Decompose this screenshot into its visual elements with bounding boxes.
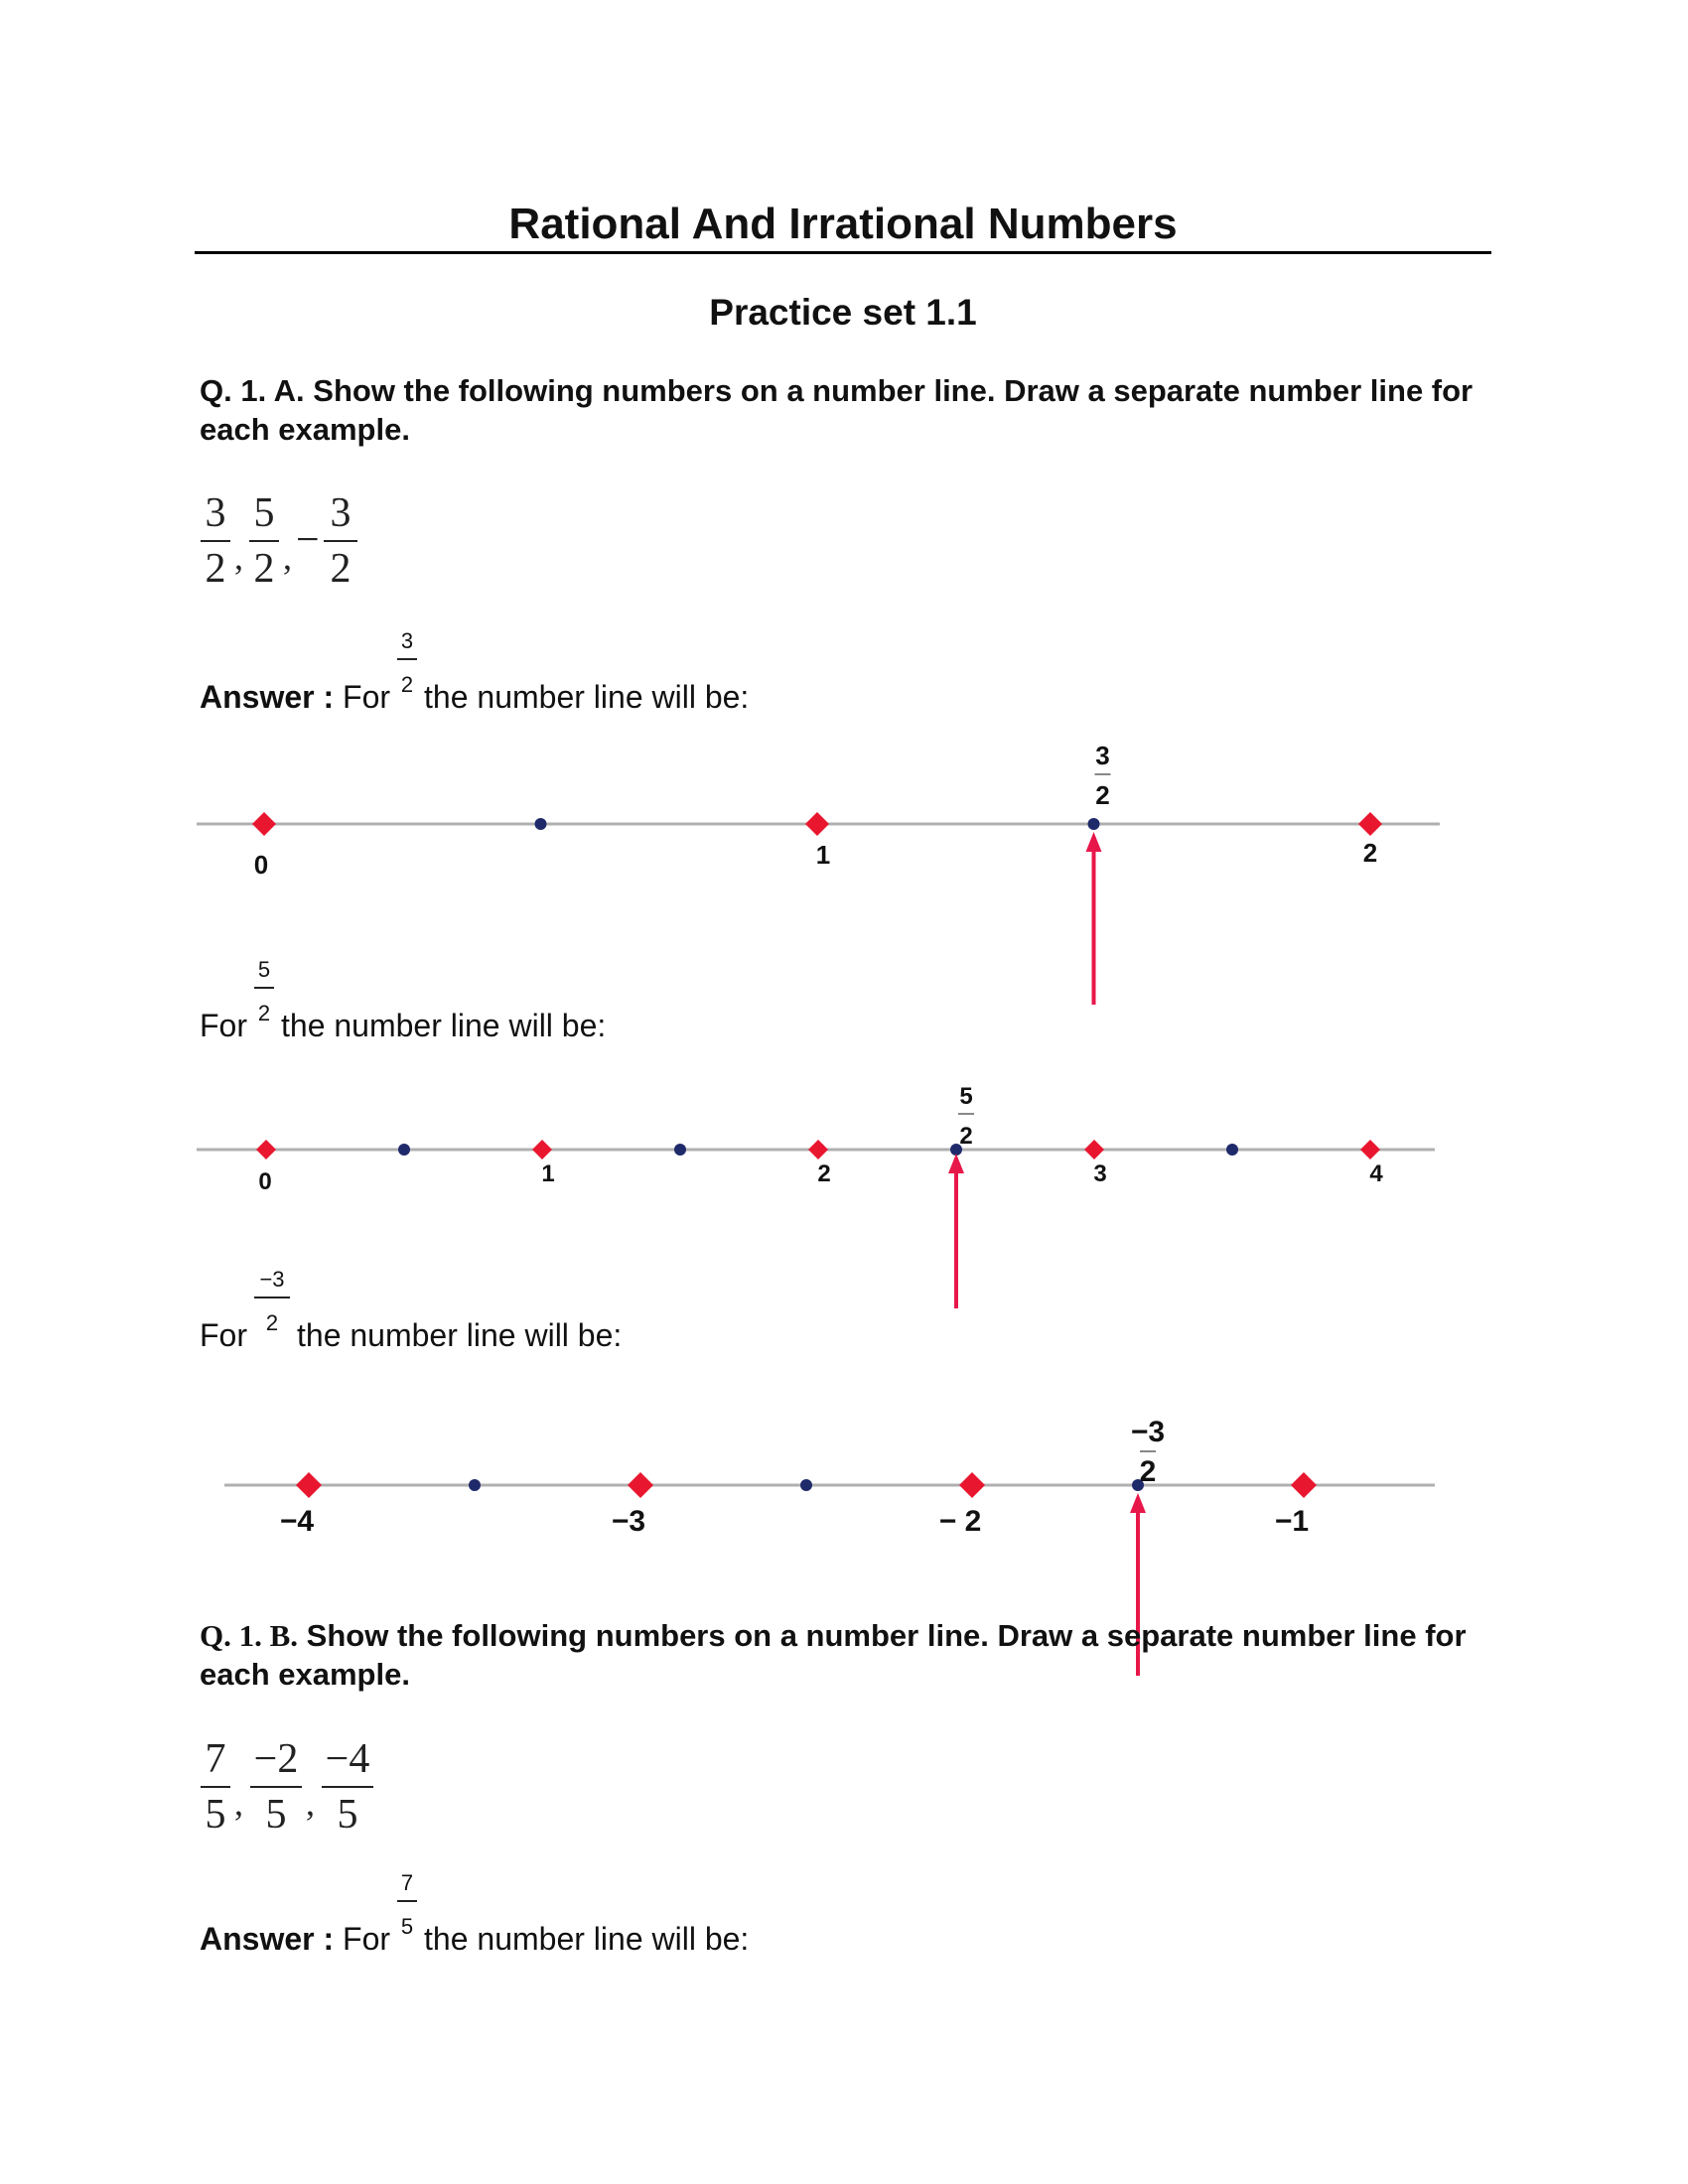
question-1a [200, 371, 1490, 449]
half-marker [674, 1144, 686, 1156]
integer-marker [256, 1140, 276, 1160]
half-marker [1226, 1144, 1238, 1156]
pointer-arrow-head [1086, 832, 1102, 852]
tick-label: 3 [1093, 1160, 1107, 1187]
tick-label: 0 [258, 1168, 272, 1195]
tick-label: 2 [817, 1160, 831, 1187]
q1a-answer-line-2: For $\frac{5}{2}$ the number line will be: [200, 957, 607, 1043]
marker-fraction-numerator: 3 [1095, 741, 1110, 770]
pointer-arrow-head [948, 1154, 964, 1173]
inline-fraction: $\frac{3}{2}$ [396, 668, 418, 708]
number-line-3-over-2 [0, 735, 1688, 933]
integer-marker [628, 1472, 653, 1498]
tick-label: 1 [815, 840, 831, 870]
question-1b-label: Q. 1. B. [200, 1618, 299, 1653]
answer-label: Answer : [200, 1921, 335, 1957]
inline-fraction: $\frac{5}{2}$ [253, 997, 275, 1036]
half-marker [398, 1144, 410, 1156]
tick-label: − 2 [938, 1505, 982, 1538]
q1a-fraction-3-sign: − [296, 517, 320, 563]
q1a-answer-line-3: For $\frac{-3}{2}$ the number line will be: [200, 1267, 623, 1353]
marker-fraction-numerator: −3 [1130, 1416, 1166, 1448]
integer-marker [532, 1140, 552, 1160]
marker-fraction-denominator: 2 [1139, 1455, 1157, 1488]
question-1b [200, 1616, 1490, 1694]
marker-fraction-denominator: 2 [959, 1123, 973, 1150]
tick-label: −3 [611, 1505, 646, 1538]
number-line-5-over-2 [0, 1072, 1688, 1251]
tick-label: −1 [1274, 1505, 1310, 1538]
inline-fraction: $\frac{7}{5}$ [396, 1910, 418, 1950]
question-1b-text: Show the following numbers on a number line. Draw a separate number line for each example. [200, 1618, 1467, 1692]
question-1a-label: Q. 1. A. [200, 373, 305, 408]
q1b-answer-line-1: Answer : For $\frac{7}{5}$ the number line will be: [200, 1870, 750, 1957]
answer-label: Answer : [200, 679, 335, 715]
q1a-answer-line-1: Answer : For $\frac{3}{2}$ the number line will be: [200, 628, 750, 715]
integer-marker [1360, 1140, 1380, 1160]
integer-marker [296, 1472, 322, 1498]
half-marker [535, 818, 547, 830]
marker-fraction-denominator: 2 [1095, 780, 1110, 810]
inline-fraction: $\frac{-3}{2}$ [253, 1306, 291, 1346]
title-divider [195, 251, 1491, 254]
integer-marker [805, 812, 829, 836]
number-line-minus-3-over-2 [0, 1380, 1688, 1588]
tick-label: 1 [541, 1160, 555, 1187]
half-marker [1088, 818, 1100, 830]
question-1a-text: Show the following numbers on a number line. Draw a separate number line for each example. [200, 373, 1474, 447]
tick-label: 4 [1369, 1160, 1383, 1187]
integer-marker [959, 1472, 985, 1498]
half-marker [469, 1479, 481, 1491]
page-title: Rational And Irrational Numbers [508, 200, 1178, 248]
pointer-arrow-head [1130, 1493, 1146, 1513]
integer-marker [1291, 1472, 1317, 1498]
integer-marker [1358, 812, 1382, 836]
marker-fraction-numerator: 5 [959, 1083, 973, 1110]
half-marker [800, 1479, 812, 1491]
integer-marker [808, 1140, 828, 1160]
tick-label: 2 [1362, 838, 1378, 868]
integer-marker [252, 812, 276, 836]
integer-marker [1084, 1140, 1104, 1160]
tick-label: −4 [279, 1505, 315, 1538]
tick-label: 0 [253, 850, 269, 880]
practice-set-heading: Practice set 1.1 [709, 292, 977, 333]
